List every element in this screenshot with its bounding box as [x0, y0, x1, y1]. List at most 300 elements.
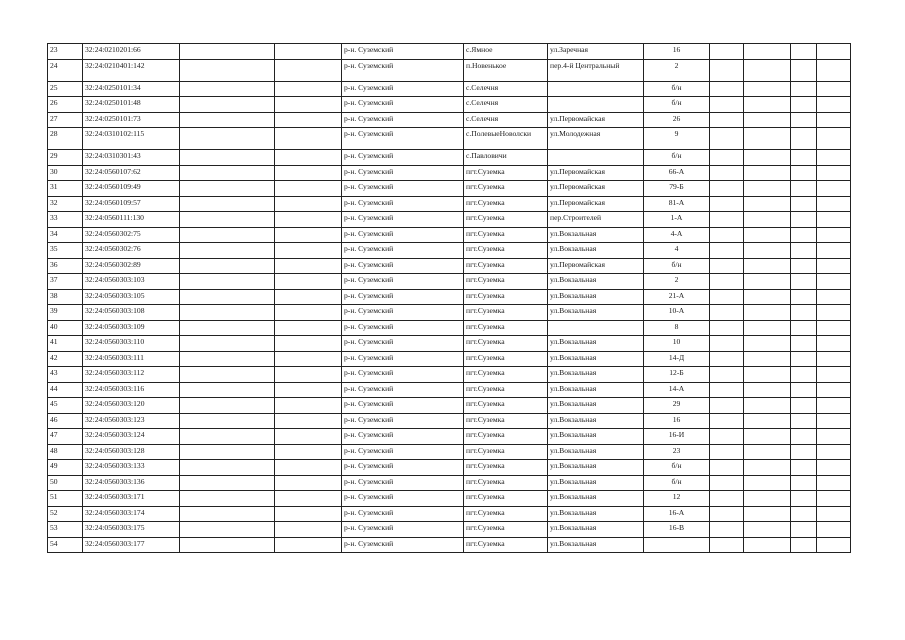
table-row	[48, 165, 851, 181]
cell-street: ул.Первомайская	[548, 196, 644, 212]
table-row	[48, 181, 851, 197]
cell-empty	[710, 289, 744, 305]
cell-district: р-н. Суземский	[342, 351, 464, 367]
cell-empty	[744, 522, 791, 538]
cell-empty	[180, 212, 275, 228]
cell-row-number: 53	[48, 522, 83, 538]
table-row	[48, 59, 851, 81]
cell-empty	[791, 165, 817, 181]
cell-locality: с.Селечня	[464, 81, 548, 97]
cell-row-number: 45	[48, 398, 83, 414]
cell-empty	[710, 413, 744, 429]
cell-street: ул.Вокзальная	[548, 537, 644, 553]
cell-house-number: 29	[644, 398, 710, 414]
cell-empty	[275, 150, 342, 166]
cell-district: р-н. Суземский	[342, 506, 464, 522]
cell-row-number: 36	[48, 258, 83, 274]
cell-empty	[791, 351, 817, 367]
cell-district: р-н. Суземский	[342, 305, 464, 321]
document-page	[47, 43, 850, 553]
cell-locality: пгт.Суземка	[464, 460, 548, 476]
cell-empty	[275, 398, 342, 414]
cell-empty	[817, 351, 851, 367]
cell-street: ул.Вокзальная	[548, 506, 644, 522]
cell-row-number: 52	[48, 506, 83, 522]
cell-empty	[710, 336, 744, 352]
cell-house-number: б/н	[644, 81, 710, 97]
cell-empty	[275, 491, 342, 507]
cell-empty	[791, 398, 817, 414]
cell-empty	[275, 460, 342, 476]
cell-row-number: 48	[48, 444, 83, 460]
cell-locality: пгт.Суземка	[464, 413, 548, 429]
cell-empty	[791, 522, 817, 538]
cell-district: р-н. Суземский	[342, 537, 464, 553]
cell-locality: п.Новенькое	[464, 59, 548, 81]
cell-district: р-н. Суземский	[342, 289, 464, 305]
cell-house-number: 9	[644, 128, 710, 150]
cell-locality: пгт.Суземка	[464, 537, 548, 553]
cell-street: ул.Вокзальная	[548, 243, 644, 259]
cell-row-number: 43	[48, 367, 83, 383]
cell-empty	[275, 289, 342, 305]
cell-district: р-н. Суземский	[342, 336, 464, 352]
cell-cadastral-number: 32:24:0560107:62	[83, 165, 180, 181]
cell-empty	[275, 429, 342, 445]
cell-row-number: 35	[48, 243, 83, 259]
cell-cadastral-number: 32:24:0250101:34	[83, 81, 180, 97]
cell-locality: пгт.Суземка	[464, 429, 548, 445]
cell-empty	[744, 59, 791, 81]
cell-cadastral-number: 32:24:0560302:76	[83, 243, 180, 259]
cell-empty	[744, 81, 791, 97]
cell-house-number: 14-Д	[644, 351, 710, 367]
cell-district: р-н. Суземский	[342, 112, 464, 128]
cell-cadastral-number: 32:24:0560303:111	[83, 351, 180, 367]
cell-house-number: б/н	[644, 475, 710, 491]
cell-empty	[180, 243, 275, 259]
cell-empty	[710, 227, 744, 243]
cell-empty	[744, 413, 791, 429]
cell-empty	[275, 506, 342, 522]
cell-empty	[180, 150, 275, 166]
cell-empty	[744, 367, 791, 383]
table-row	[48, 150, 851, 166]
cell-row-number: 47	[48, 429, 83, 445]
cell-empty	[817, 305, 851, 321]
cell-empty	[710, 491, 744, 507]
cell-row-number: 54	[48, 537, 83, 553]
table-row	[48, 289, 851, 305]
cell-cadastral-number: 32:24:0250101:48	[83, 97, 180, 113]
cell-empty	[275, 475, 342, 491]
cell-empty	[275, 336, 342, 352]
table-row	[48, 196, 851, 212]
cell-empty	[180, 475, 275, 491]
cell-empty	[744, 181, 791, 197]
cell-house-number: 79-Б	[644, 181, 710, 197]
cell-street: ул.Вокзальная	[548, 227, 644, 243]
cell-empty	[791, 413, 817, 429]
cell-cadastral-number: 32:24:0250101:73	[83, 112, 180, 128]
cell-locality: пгт.Суземка	[464, 506, 548, 522]
cell-district: р-н. Суземский	[342, 227, 464, 243]
cell-empty	[275, 351, 342, 367]
cell-locality: пгт.Суземка	[464, 320, 548, 336]
cell-row-number: 50	[48, 475, 83, 491]
cell-district: р-н. Суземский	[342, 444, 464, 460]
cell-cadastral-number: 32:24:0560111:130	[83, 212, 180, 228]
cell-empty	[180, 382, 275, 398]
cell-empty	[791, 112, 817, 128]
cell-district: р-н. Суземский	[342, 491, 464, 507]
cell-empty	[710, 181, 744, 197]
cell-cadastral-number: 32:24:0560303:128	[83, 444, 180, 460]
cell-empty	[710, 367, 744, 383]
cell-empty	[180, 181, 275, 197]
cell-empty	[817, 59, 851, 81]
cell-cadastral-number: 32:24:0560303:124	[83, 429, 180, 445]
cell-empty	[744, 274, 791, 290]
cell-house-number: 4	[644, 243, 710, 259]
registry-table	[47, 43, 851, 553]
cell-empty	[275, 367, 342, 383]
cell-empty	[744, 165, 791, 181]
cell-empty	[817, 398, 851, 414]
cell-district: р-н. Суземский	[342, 44, 464, 60]
cell-empty	[817, 336, 851, 352]
cell-locality: пгт.Суземка	[464, 227, 548, 243]
cell-row-number: 49	[48, 460, 83, 476]
cell-district: р-н. Суземский	[342, 81, 464, 97]
cell-empty	[744, 351, 791, 367]
cell-empty	[275, 444, 342, 460]
cell-empty	[817, 181, 851, 197]
cell-empty	[180, 274, 275, 290]
cell-house-number: б/н	[644, 97, 710, 113]
cell-cadastral-number: 32:24:0560303:133	[83, 460, 180, 476]
cell-empty	[744, 491, 791, 507]
cell-street: ул.Вокзальная	[548, 429, 644, 445]
cell-empty	[275, 212, 342, 228]
cell-empty	[710, 351, 744, 367]
cell-locality: пгт.Суземка	[464, 305, 548, 321]
cell-empty	[275, 305, 342, 321]
cell-house-number: 2	[644, 59, 710, 81]
cell-district: р-н. Суземский	[342, 258, 464, 274]
cell-empty	[180, 165, 275, 181]
cell-empty	[180, 367, 275, 383]
cell-empty	[817, 537, 851, 553]
cell-empty	[275, 320, 342, 336]
cell-house-number: 16-В	[644, 522, 710, 538]
cell-empty	[791, 196, 817, 212]
cell-empty	[710, 258, 744, 274]
cell-empty	[791, 212, 817, 228]
cell-street	[548, 97, 644, 113]
cell-cadastral-number: 32:24:0560303:109	[83, 320, 180, 336]
cell-empty	[710, 97, 744, 113]
cell-empty	[791, 150, 817, 166]
cell-empty	[275, 81, 342, 97]
cell-empty	[791, 181, 817, 197]
cell-empty	[744, 336, 791, 352]
cell-district: р-н. Суземский	[342, 460, 464, 476]
cell-locality: с.Ямное	[464, 44, 548, 60]
table-row	[48, 44, 851, 60]
table-body	[48, 44, 851, 553]
cell-locality: пгт.Суземка	[464, 289, 548, 305]
table-row	[48, 243, 851, 259]
cell-street	[548, 150, 644, 166]
cell-cadastral-number: 32:24:0560303:116	[83, 382, 180, 398]
cell-empty	[180, 491, 275, 507]
cell-empty	[180, 112, 275, 128]
cell-street: ул.Первомайская	[548, 181, 644, 197]
cell-empty	[817, 243, 851, 259]
cell-row-number: 23	[48, 44, 83, 60]
cell-house-number: 8	[644, 320, 710, 336]
cell-locality: пгт.Суземка	[464, 258, 548, 274]
cell-empty	[744, 243, 791, 259]
cell-district: р-н. Суземский	[342, 475, 464, 491]
cell-locality: пгт.Суземка	[464, 243, 548, 259]
table-row	[48, 112, 851, 128]
cell-empty	[710, 537, 744, 553]
cell-locality: пгт.Суземка	[464, 398, 548, 414]
cell-locality: пгт.Суземка	[464, 491, 548, 507]
cell-empty	[744, 305, 791, 321]
cell-district: р-н. Суземский	[342, 165, 464, 181]
cell-house-number: 12	[644, 491, 710, 507]
table-row	[48, 475, 851, 491]
cell-locality: пгт.Суземка	[464, 475, 548, 491]
cell-house-number: 10	[644, 336, 710, 352]
cell-empty	[744, 44, 791, 60]
cell-empty	[710, 475, 744, 491]
cell-empty	[180, 336, 275, 352]
table-row	[48, 382, 851, 398]
cell-district: р-н. Суземский	[342, 429, 464, 445]
cell-empty	[791, 59, 817, 81]
cell-empty	[744, 460, 791, 476]
cell-cadastral-number: 32:24:0310301:43	[83, 150, 180, 166]
cell-street: ул.Первомайская	[548, 258, 644, 274]
cell-empty	[180, 289, 275, 305]
cell-district: р-н. Суземский	[342, 382, 464, 398]
cell-empty	[710, 305, 744, 321]
cell-empty	[180, 196, 275, 212]
cell-row-number: 29	[48, 150, 83, 166]
cell-locality: с.Селечня	[464, 97, 548, 113]
cell-locality: пгт.Суземка	[464, 444, 548, 460]
cell-locality: пгт.Суземка	[464, 336, 548, 352]
cell-street: ул.Вокзальная	[548, 289, 644, 305]
cell-cadastral-number: 32:24:0560302:89	[83, 258, 180, 274]
cell-empty	[710, 44, 744, 60]
cell-district: р-н. Суземский	[342, 243, 464, 259]
cell-house-number: 1-А	[644, 212, 710, 228]
cell-house-number: б/н	[644, 258, 710, 274]
cell-empty	[744, 150, 791, 166]
cell-empty	[744, 382, 791, 398]
cell-locality: пгт.Суземка	[464, 382, 548, 398]
cell-empty	[817, 196, 851, 212]
cell-empty	[817, 289, 851, 305]
cell-empty	[744, 212, 791, 228]
cell-empty	[817, 150, 851, 166]
cell-empty	[744, 398, 791, 414]
cell-empty	[791, 243, 817, 259]
cell-street: ул.Вокзальная	[548, 274, 644, 290]
cell-cadastral-number: 32:24:0560303:136	[83, 475, 180, 491]
cell-empty	[791, 128, 817, 150]
table-row	[48, 212, 851, 228]
cell-district: р-н. Суземский	[342, 181, 464, 197]
cell-empty	[817, 227, 851, 243]
cell-district: р-н. Суземский	[342, 320, 464, 336]
cell-street: ул.Вокзальная	[548, 398, 644, 414]
cell-empty	[791, 429, 817, 445]
cell-row-number: 32	[48, 196, 83, 212]
cell-street: ул.Вокзальная	[548, 382, 644, 398]
cell-empty	[275, 59, 342, 81]
table-row	[48, 413, 851, 429]
cell-empty	[791, 320, 817, 336]
cell-house-number: 4-А	[644, 227, 710, 243]
cell-street: ул.Вокзальная	[548, 491, 644, 507]
cell-empty	[791, 274, 817, 290]
cell-empty	[180, 429, 275, 445]
cell-empty	[817, 258, 851, 274]
cell-house-number: 21-А	[644, 289, 710, 305]
cell-empty	[710, 506, 744, 522]
cell-row-number: 44	[48, 382, 83, 398]
table-row	[48, 398, 851, 414]
cell-empty	[791, 475, 817, 491]
cell-cadastral-number: 32:24:0560303:177	[83, 537, 180, 553]
cell-empty	[710, 212, 744, 228]
cell-empty	[180, 320, 275, 336]
cell-cadastral-number: 32:24:0310102:115	[83, 128, 180, 150]
cell-district: р-н. Суземский	[342, 97, 464, 113]
cell-cadastral-number: 32:24:0210201:66	[83, 44, 180, 60]
cell-empty	[817, 444, 851, 460]
cell-house-number: 10-А	[644, 305, 710, 321]
cell-cadastral-number: 32:24:0560303:171	[83, 491, 180, 507]
cell-house-number: 16	[644, 413, 710, 429]
cell-street: ул.Вокзальная	[548, 475, 644, 491]
cell-empty	[791, 44, 817, 60]
cell-empty	[180, 258, 275, 274]
cell-empty	[275, 97, 342, 113]
cell-empty	[710, 128, 744, 150]
cell-empty	[817, 165, 851, 181]
cell-locality: с.Павловичи	[464, 150, 548, 166]
cell-street: ул.Первомайская	[548, 165, 644, 181]
cell-empty	[791, 305, 817, 321]
cell-row-number: 30	[48, 165, 83, 181]
cell-empty	[791, 491, 817, 507]
cell-empty	[817, 475, 851, 491]
cell-cadastral-number: 32:24:0560303:175	[83, 522, 180, 538]
cell-row-number: 26	[48, 97, 83, 113]
table-row	[48, 506, 851, 522]
cell-empty	[817, 320, 851, 336]
cell-cadastral-number: 32:24:0560109:57	[83, 196, 180, 212]
cell-district: р-н. Суземский	[342, 367, 464, 383]
cell-empty	[710, 81, 744, 97]
cell-empty	[744, 128, 791, 150]
table-row	[48, 305, 851, 321]
cell-street: ул.Первомайская	[548, 112, 644, 128]
cell-district: р-н. Суземский	[342, 398, 464, 414]
cell-empty	[791, 506, 817, 522]
cell-cadastral-number: 32:24:0560303:103	[83, 274, 180, 290]
cell-empty	[817, 522, 851, 538]
cell-empty	[817, 44, 851, 60]
cell-empty	[817, 413, 851, 429]
table-row	[48, 336, 851, 352]
cell-cadastral-number: 32:24:0560303:174	[83, 506, 180, 522]
table-row	[48, 429, 851, 445]
cell-empty	[180, 81, 275, 97]
cell-row-number: 27	[48, 112, 83, 128]
cell-empty	[275, 522, 342, 538]
cell-locality: пгт.Суземка	[464, 351, 548, 367]
cell-street: ул.Вокзальная	[548, 460, 644, 476]
cell-empty	[744, 97, 791, 113]
cell-empty	[275, 258, 342, 274]
cell-empty	[710, 196, 744, 212]
cell-empty	[791, 537, 817, 553]
cell-empty	[817, 274, 851, 290]
table-row	[48, 491, 851, 507]
cell-row-number: 28	[48, 128, 83, 150]
cell-street: ул.Заречная	[548, 44, 644, 60]
cell-district: р-н. Суземский	[342, 196, 464, 212]
cell-empty	[180, 305, 275, 321]
cell-empty	[791, 460, 817, 476]
cell-empty	[275, 243, 342, 259]
cell-street: ул.Вокзальная	[548, 522, 644, 538]
cell-house-number: б/н	[644, 460, 710, 476]
cell-empty	[180, 444, 275, 460]
cell-empty	[710, 274, 744, 290]
cell-locality: пгт.Суземка	[464, 212, 548, 228]
table-row	[48, 81, 851, 97]
cell-empty	[710, 150, 744, 166]
cell-empty	[180, 59, 275, 81]
cell-empty	[744, 258, 791, 274]
cell-empty	[275, 413, 342, 429]
cell-empty	[817, 128, 851, 150]
cell-empty	[710, 460, 744, 476]
cell-empty	[180, 44, 275, 60]
cell-empty	[180, 351, 275, 367]
cell-locality: пгт.Суземка	[464, 165, 548, 181]
table-row	[48, 320, 851, 336]
cell-empty	[791, 289, 817, 305]
cell-row-number: 33	[48, 212, 83, 228]
cell-cadastral-number: 32:24:0560303:105	[83, 289, 180, 305]
cell-locality: пгт.Суземка	[464, 274, 548, 290]
cell-house-number	[644, 537, 710, 553]
cell-empty	[791, 382, 817, 398]
cell-empty	[275, 274, 342, 290]
cell-empty	[817, 81, 851, 97]
cell-empty	[275, 382, 342, 398]
